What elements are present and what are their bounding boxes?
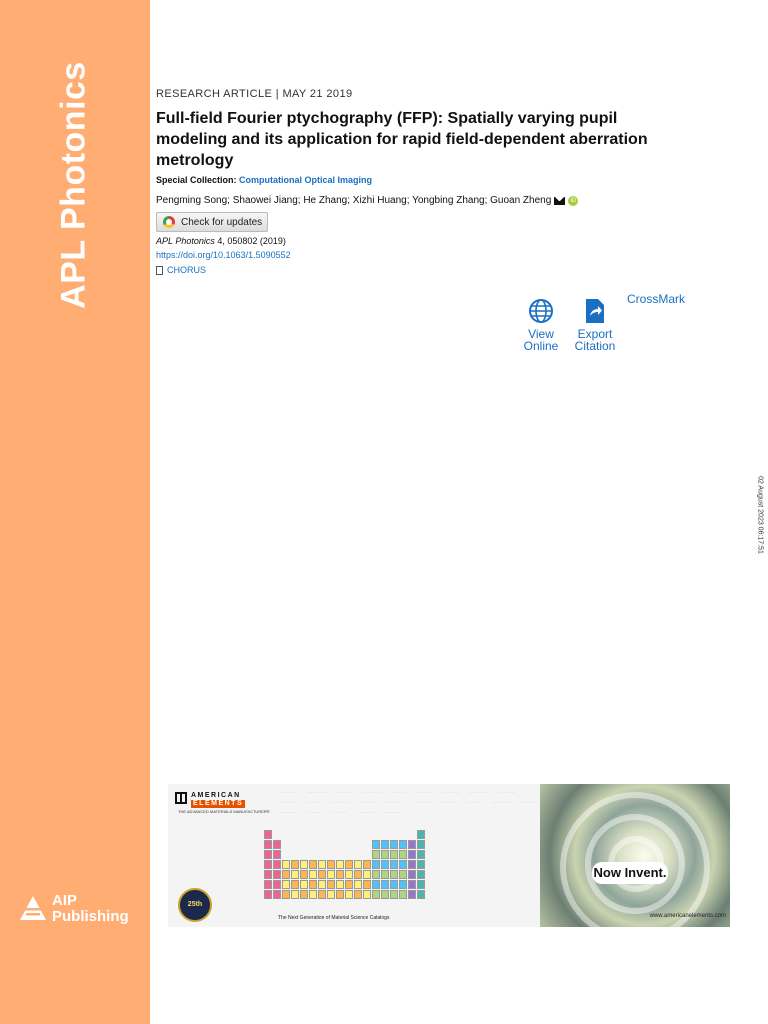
periodic-cell — [417, 830, 425, 839]
document-icon — [156, 266, 163, 275]
periodic-cell — [309, 880, 317, 889]
authors-text[interactable]: Pengming Song; Shaowei Jiang; He Zhang; Xizhi Huang; Yongbing Zhang; Guoan Zheng — [156, 195, 552, 206]
special-collection-link[interactable]: Computational Optical Imaging — [239, 175, 373, 185]
article-date: MAY 21 2019 — [282, 88, 353, 100]
periodic-cell — [336, 890, 344, 899]
periodic-cell — [399, 840, 407, 849]
periodic-cell — [309, 890, 317, 899]
aip-text-line2: Publishing — [52, 908, 129, 925]
aip-text-line1: AIP — [52, 892, 78, 909]
periodic-cell — [345, 890, 353, 899]
periodic-cell — [408, 870, 416, 879]
periodic-cell — [390, 880, 398, 889]
periodic-cell — [417, 890, 425, 899]
ae-logo-icon — [175, 792, 187, 804]
periodic-cell — [417, 840, 425, 849]
citation-details: 4, 050802 (2019) — [214, 236, 286, 246]
periodic-cell — [309, 870, 317, 879]
article-type: RESEARCH ARTICLE — [156, 88, 273, 100]
periodic-cell — [336, 870, 344, 879]
periodic-cell — [417, 860, 425, 869]
export-icon — [584, 298, 606, 324]
periodic-cell — [372, 890, 380, 899]
ad-background-words: ············ ············ ·········· ··········· ········· ··········· ·········· ············ ·········· ··········· ········· ············ ·········· ··········· ··········· ········· ·········· ············ ·········· ··········· ·········· ········· ··········· ·········· — [278, 790, 538, 816]
periodic-cell — [264, 830, 272, 839]
periodic-cell — [291, 880, 299, 889]
periodic-cell — [291, 860, 299, 869]
article-header — [156, 88, 696, 275]
check-updates-label: Check for updates — [181, 216, 263, 228]
periodic-cell — [381, 870, 389, 879]
periodic-cell — [354, 890, 362, 899]
periodic-cell — [291, 890, 299, 899]
periodic-cell — [300, 870, 308, 879]
periodic-cell — [354, 860, 362, 869]
periodic-cell — [264, 870, 272, 879]
ad-lens-image — [540, 784, 730, 927]
periodic-cell — [345, 880, 353, 889]
periodic-cell — [381, 890, 389, 899]
ae-brand-line2: ELEMENTS — [193, 800, 244, 807]
aip-publishing-logo[interactable] — [18, 893, 129, 925]
citation — [156, 236, 696, 246]
ae-tagline: THE ADVANCED MATERIALS MANUFACTURER® — [178, 809, 270, 814]
download-timestamp: 02 August 2023 06:17:51 — [756, 476, 764, 554]
periodic-cell — [399, 870, 407, 879]
periodic-cell — [282, 870, 290, 879]
periodic-cell — [381, 840, 389, 849]
periodic-cell — [345, 860, 353, 869]
journal-name: APL Photonics — [54, 61, 93, 309]
special-collection-label: Special Collection: — [156, 175, 237, 185]
periodic-cell — [318, 860, 326, 869]
citation-journal: APL Photonics — [156, 236, 215, 246]
periodic-cell — [372, 880, 380, 889]
journal-sidebar — [0, 0, 150, 1024]
periodic-cell — [363, 870, 371, 879]
export-citation-line1: Export — [577, 327, 613, 341]
periodic-cell — [372, 870, 380, 879]
special-collection — [156, 175, 696, 185]
periodic-cell — [264, 890, 272, 899]
periodic-cell — [408, 890, 416, 899]
mail-icon[interactable] — [554, 197, 565, 205]
periodic-cell — [264, 850, 272, 859]
check-for-updates-button[interactable] — [156, 212, 268, 232]
periodic-cell — [273, 890, 281, 899]
periodic-cell — [264, 840, 272, 849]
periodic-cell — [390, 850, 398, 859]
periodic-cell — [363, 860, 371, 869]
periodic-cell — [327, 890, 335, 899]
periodic-cell — [318, 880, 326, 889]
periodic-cell — [399, 860, 407, 869]
periodic-cell — [417, 850, 425, 859]
crossmark-link[interactable]: CrossMark — [627, 292, 686, 306]
periodic-cell — [300, 860, 308, 869]
periodic-cell — [381, 880, 389, 889]
periodic-cell — [327, 860, 335, 869]
ad-catalog-text: The Next Generation of Material Science Catalogs — [278, 915, 390, 921]
anniversary-badge: 25th — [178, 888, 212, 922]
periodic-cell — [408, 880, 416, 889]
periodic-cell — [273, 870, 281, 879]
periodic-cell — [390, 840, 398, 849]
doi-link[interactable]: https://doi.org/10.1063/1.5090552 — [156, 250, 291, 260]
periodic-cell — [300, 890, 308, 899]
american-elements-logo — [175, 792, 245, 808]
article-meta — [156, 88, 696, 100]
periodic-cell — [273, 860, 281, 869]
export-citation-button[interactable] — [572, 298, 618, 352]
periodic-cell — [408, 860, 416, 869]
periodic-cell — [273, 880, 281, 889]
periodic-cell — [282, 860, 290, 869]
periodic-cell — [399, 850, 407, 859]
aip-triangle-icon — [18, 894, 48, 924]
periodic-cell — [390, 890, 398, 899]
periodic-cell — [273, 840, 281, 849]
periodic-cell — [381, 850, 389, 859]
periodic-cell — [417, 870, 425, 879]
orcid-icon[interactable]: iD — [568, 196, 578, 206]
periodic-cell — [318, 870, 326, 879]
periodic-cell — [336, 880, 344, 889]
view-online-line1: View — [528, 327, 554, 341]
periodic-cell — [345, 870, 353, 879]
globe-icon — [528, 298, 554, 324]
article-title: Full-field Fourier ptychography (FFP): Spatially varying pupil modeling and its application for rapid field-dependent aberration metrology — [156, 110, 648, 169]
view-online-line2: Online — [523, 339, 559, 353]
periodic-cell — [363, 880, 371, 889]
ae-brand-line1: AMERICAN — [191, 792, 241, 799]
ad-slogan: Now Invent. — [592, 862, 668, 884]
periodic-cell — [318, 890, 326, 899]
chorus-label: CHORUS — [167, 265, 207, 275]
crossmark-badge-icon — [163, 216, 175, 228]
periodic-cell — [300, 880, 308, 889]
periodic-cell — [363, 890, 371, 899]
periodic-cell — [273, 850, 281, 859]
periodic-cell — [399, 880, 407, 889]
chorus-link[interactable] — [156, 265, 696, 275]
meta-separator: | — [275, 88, 279, 100]
periodic-cell — [282, 890, 290, 899]
periodic-cell — [282, 880, 290, 889]
periodic-cell — [354, 870, 362, 879]
periodic-cell — [372, 860, 380, 869]
periodic-cell — [408, 850, 416, 859]
periodic-cell — [336, 860, 344, 869]
periodic-cell — [390, 860, 398, 869]
ad-url[interactable]: www.americanelements.com — [649, 913, 726, 919]
export-citation-line2: Citation — [574, 339, 616, 353]
periodic-cell — [264, 860, 272, 869]
periodic-cell — [291, 870, 299, 879]
periodic-cell — [381, 860, 389, 869]
periodic-cell — [408, 840, 416, 849]
view-online-button[interactable] — [520, 298, 562, 352]
author-list — [156, 195, 696, 206]
periodic-cell — [390, 870, 398, 879]
periodic-cell — [354, 880, 362, 889]
periodic-cell — [372, 850, 380, 859]
periodic-cell — [327, 870, 335, 879]
advertisement-banner[interactable] — [168, 784, 730, 927]
periodic-cell — [417, 880, 425, 889]
periodic-cell — [309, 860, 317, 869]
periodic-cell — [399, 890, 407, 899]
ad-left-panel — [168, 784, 540, 927]
periodic-cell — [372, 840, 380, 849]
periodic-cell — [264, 880, 272, 889]
periodic-cell — [327, 880, 335, 889]
